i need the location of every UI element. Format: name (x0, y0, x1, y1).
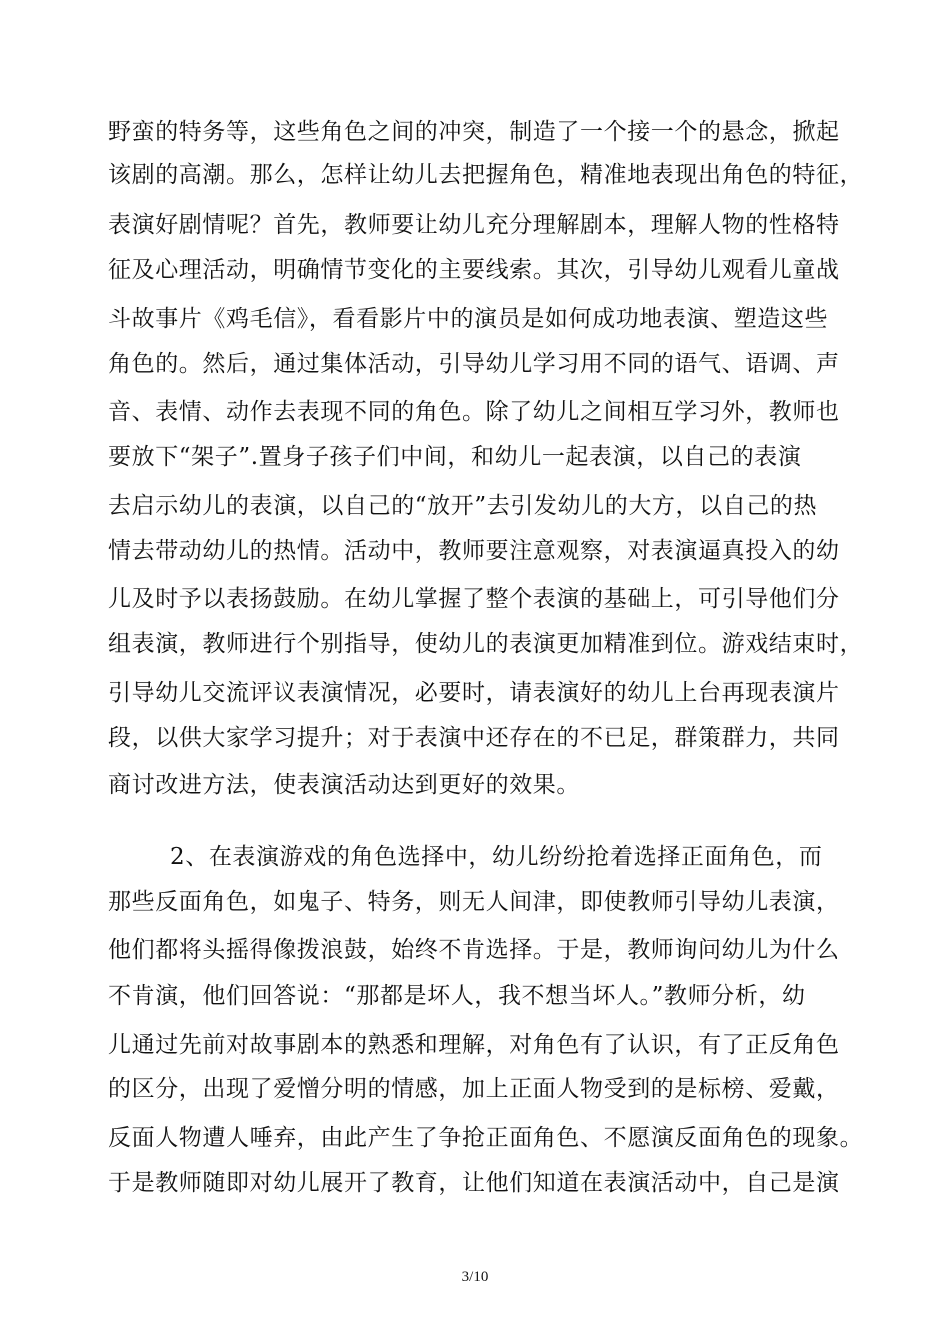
paragraph-2-line-4: 不肯演，他们回答说：“那都是坏人，我不想当坏人。”教师分析，幼 (108, 983, 806, 1009)
paragraph-1-line-4: 征及心理活动，明确情节变化的主要线索。其次，引导幼儿观看儿童战 (108, 257, 840, 283)
paragraph-2-line-7: 反面人物遭人唾弃，由此产生了争抢正面角色、不愿演反面角色的现象。 (108, 1125, 864, 1151)
page-number: 3/10 (461, 1269, 489, 1285)
paragraph-1-line-3: 表演好剧情呢？首先，教师要让幼儿充分理解剧本，理解人物的性格特 (108, 212, 840, 238)
paragraph-1-line-12: 组表演，教师进行个别指导，使幼儿的表演更加精准到位。游戏结束时， (108, 631, 864, 657)
paragraph-2-line-2: 那些反面角色，如鬼子、特务，则无人间津，即使教师引导幼儿表演， (108, 889, 840, 915)
paragraph-1-line-2: 该剧的高潮。那么，怎样让幼儿去把握角色，精准地表现出角色的特征， (108, 162, 864, 188)
paragraph-1-line-15: 商讨改进方法，使表演活动达到更好的效果。 (108, 772, 580, 798)
paragraph-2-line-1: 2、在表演游戏的角色选择中，幼儿纷纷抢着选择正面角色，而 (170, 844, 823, 870)
paragraph-1-line-9: 去启示幼儿的表演，以自己的“放开”去引发幼儿的大方，以自己的热 (108, 493, 818, 519)
paragraph-1-line-7: 音、表情、动作去表现不同的角色。除了幼儿之间相互学习外，教师也 (108, 399, 840, 425)
paragraph-2-line-5: 儿通过先前对故事剧本的熟悉和理解，对角色有了认识，有了正反角色 (108, 1032, 840, 1058)
paragraph-1-line-14: 段，以供大家学习提升；对于表演中还存在的不已足，群策群力，共同 (108, 725, 840, 751)
paragraph-1-line-10: 情去带动幼儿的热情。活动中，教师要注意观察，对表演逼真投入的幼 (108, 538, 840, 564)
paragraph-1-line-1: 野蛮的特务等，这些角色之间的冲突，制造了一个接一个的悬念，掀起 (108, 119, 840, 145)
paragraph-1-line-8: 要放下“架子”.置身子孩子们中间，和幼儿一起表演，以自己的表演 (108, 444, 802, 470)
paragraph-1-line-11: 儿及时予以表扬鼓励。在幼儿掌握了整个表演的基础上，可引导他们分 (108, 586, 840, 612)
paragraph-2-line-8: 于是教师随即对幼儿展开了教育，让他们知道在表演活动中，自己是演 (108, 1170, 840, 1196)
paragraph-2-line-6: 的区分，出现了爱憎分明的情感，加上正面人物受到的是标榜、爱戴， (108, 1076, 840, 1102)
paragraph-2-line-3: 他们都将头摇得像拨浪鼓，始终不肯选择。于是，教师询问幼儿为什么 (108, 937, 840, 963)
paragraph-1-line-6: 角色的。然后，通过集体活动，引导幼儿学习用不同的语气、语调、声 (108, 351, 840, 377)
paragraph-1-line-13: 引导幼儿交流评议表演情况，必要时，请表演好的幼儿上台再现表演片 (108, 680, 840, 706)
paragraph-1-line-5: 斗故事片《鸡毛信》，看看影片中的演员是如何成功地表演、塑造这些 (108, 306, 829, 332)
